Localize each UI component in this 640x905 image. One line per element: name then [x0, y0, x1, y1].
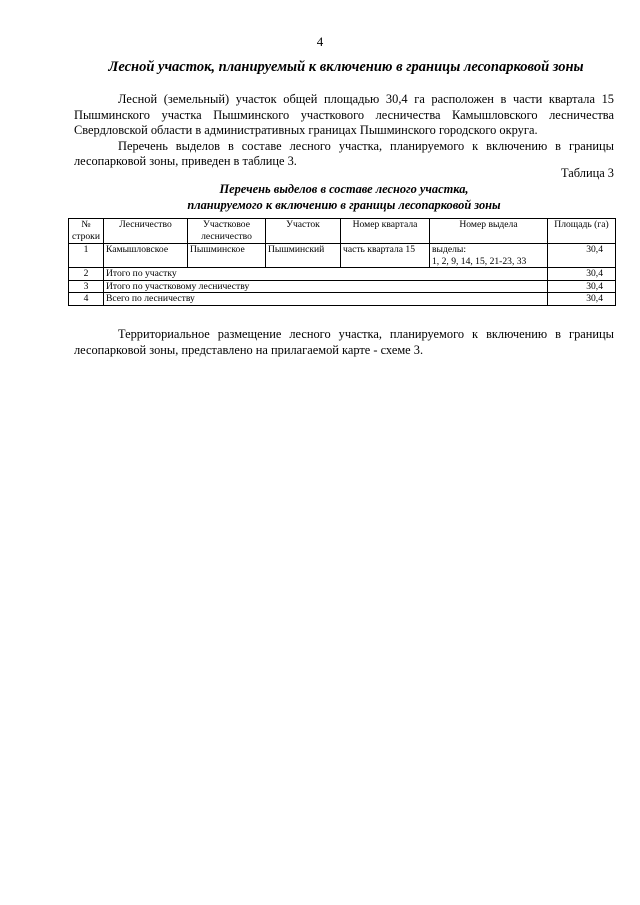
header-plot: Участок	[266, 219, 341, 244]
area-cell: 30,4	[548, 244, 616, 268]
area-cell: 30,4	[548, 293, 616, 306]
header-row-number: № строки	[69, 219, 104, 244]
total-label: Всего по лесничеству	[104, 293, 548, 306]
allotment-label: выделы:	[432, 244, 467, 255]
row-number: 4	[69, 293, 104, 306]
closing-paragraph-block	[74, 327, 614, 358]
total-label: Итого по участковому лесничеству	[104, 280, 548, 293]
header-area: Площадь (га)	[548, 219, 616, 244]
header-allotment-number: Номер выдела	[430, 219, 548, 244]
row-number: 3	[69, 280, 104, 293]
forestry-cell: Камышловское	[104, 244, 188, 268]
table-caption	[74, 182, 614, 213]
paragraph-table-reference: Перечень выделов в составе лесного участка, планируемого к включению в границы лесопарковой зоны, приведен в таблице 3.	[74, 138, 614, 169]
paragraph-area-description: Лесной (земельный) участок общей площадью 30,4 га расположен в части квартала 15 Пышминского участка Пышминского участкового лесничества Камышловского лесничества Свердловской области в административных границах Пышминского городского округа.	[74, 92, 614, 138]
page-number: 4	[316, 34, 324, 49]
total-label: Итого по участку	[104, 268, 548, 281]
allotment-numbers: 1, 2, 9, 14, 15, 21-23, 33	[432, 255, 527, 267]
row-number: 1	[69, 244, 104, 268]
table-row-total-forestry	[69, 293, 616, 306]
table-header-row	[69, 219, 616, 244]
header-forestry: Лесничество	[104, 219, 188, 244]
header-quarter-number: Номер квартала	[341, 219, 430, 244]
plot-cell: Пышминский	[266, 244, 341, 268]
table-caption-line-2: планируемого к включению в границы лесопарковой зоны	[187, 197, 501, 212]
quarter-cell: часть квартала 15	[341, 244, 430, 268]
intro-paragraphs	[74, 92, 614, 170]
row-number: 2	[69, 268, 104, 281]
allotments-table	[68, 218, 616, 306]
allotment-cell	[430, 244, 548, 268]
area-cell: 30,4	[548, 268, 616, 281]
header-district-forestry: Участковое лесничество	[188, 219, 266, 244]
table-row-total-district	[69, 280, 616, 293]
table-caption-line-1: Перечень выделов в составе лесного участка,	[219, 182, 469, 196]
district-forestry-cell: Пышминское	[188, 244, 266, 268]
table-row	[69, 244, 616, 268]
table-label: Таблица 3	[561, 166, 614, 180]
section-title: Лесной участок, планируемый к включению в границы лесопарковой зоны	[108, 59, 584, 75]
area-cell: 30,4	[548, 280, 616, 293]
table-row-total-plot	[69, 268, 616, 281]
paragraph-map-reference: Территориальное размещение лесного участка, планируемого к включению в границы лесопарковой зоны, представлено на прилагаемой карте - схеме 3.	[74, 327, 614, 357]
